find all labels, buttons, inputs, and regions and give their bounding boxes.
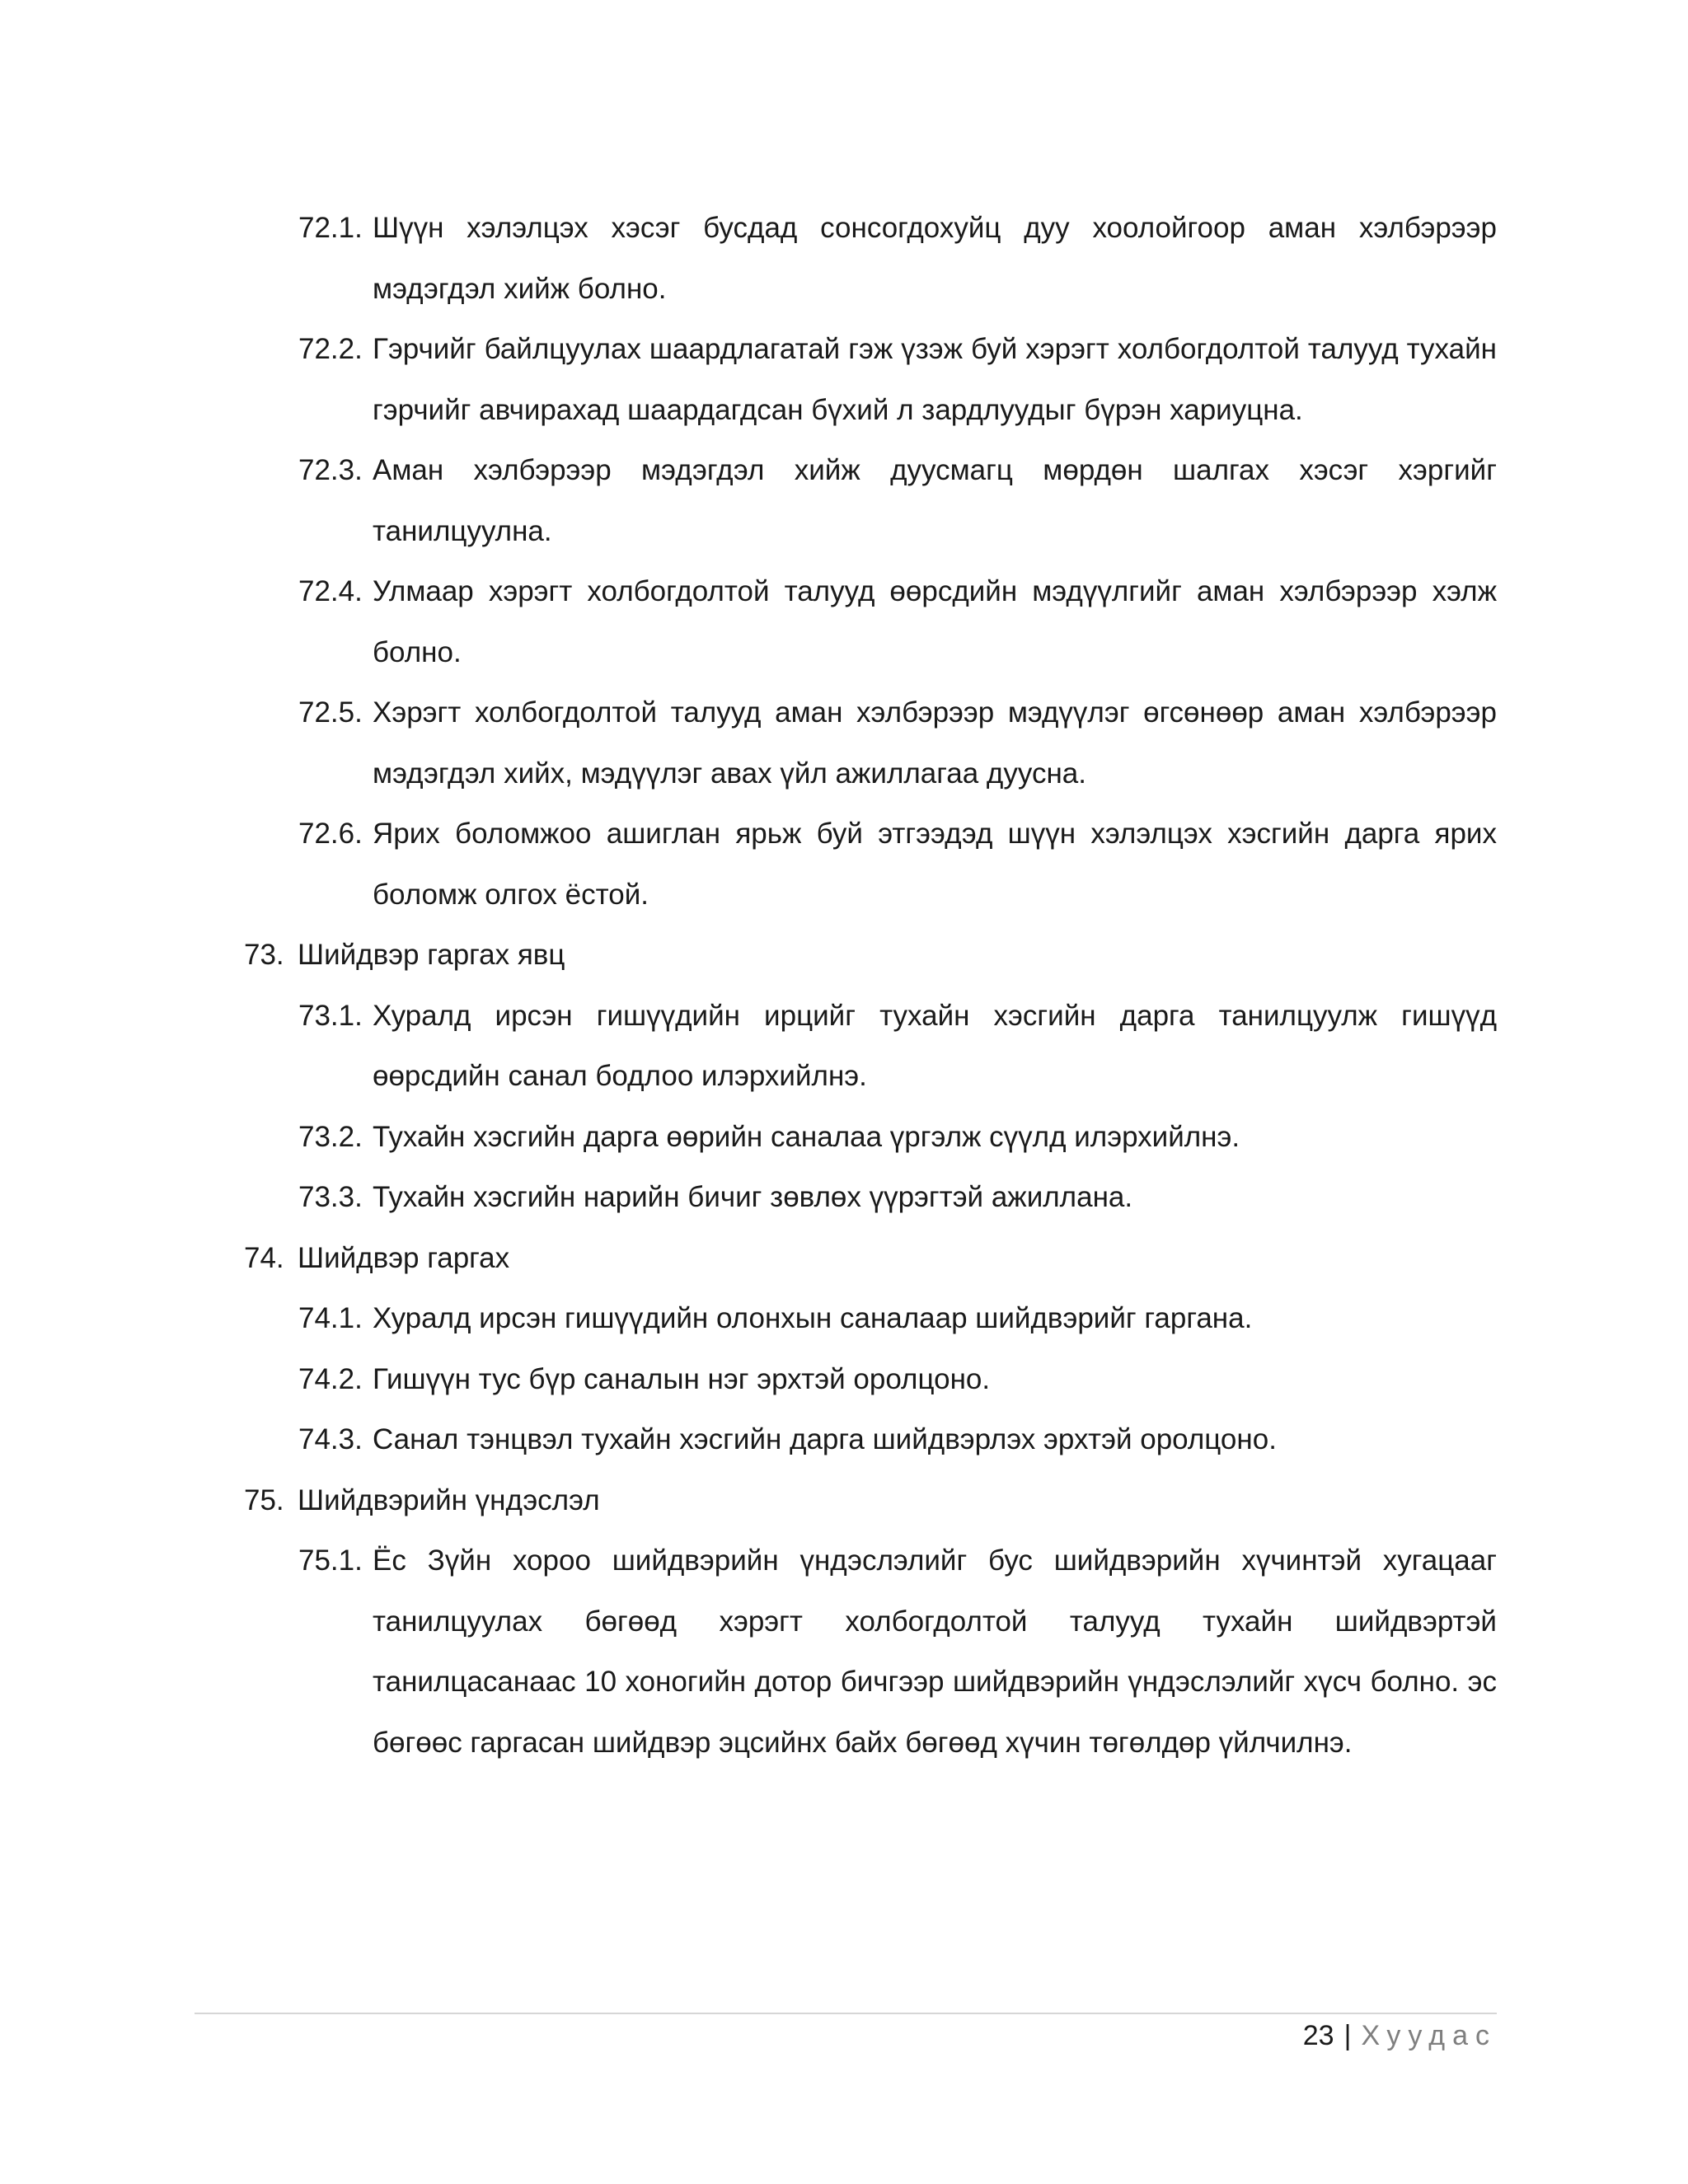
clause-72-4 bbox=[244, 561, 1497, 682]
section-title: Шийдвэр гаргах явц bbox=[298, 939, 565, 971]
section-number: 74. bbox=[244, 1241, 284, 1274]
clause-text: Шүүн хэлэлцэх хэсэг бусдад сонсогдохуйц дуу хоолойгоор аман хэлбэрээр мэдэгдэл хийж болно. bbox=[373, 212, 1497, 305]
page-footer bbox=[1303, 2011, 1497, 2060]
clause-75-1 bbox=[244, 1530, 1497, 1773]
clause-72-1 bbox=[244, 198, 1497, 319]
clause-number: 72.4. bbox=[298, 575, 363, 607]
clause-text: Санал тэнцвэл тухайн хэсгийн дарга шийдвэрлэх эрхтэй оролцоно. bbox=[373, 1423, 1277, 1455]
clause-number: 72.3. bbox=[298, 454, 363, 486]
clause-number: 72.2. bbox=[298, 333, 363, 365]
clause-72-5 bbox=[244, 682, 1497, 804]
clause-number: 74.3. bbox=[298, 1423, 363, 1455]
clause-text: Ярих боломжоо ашиглан ярьж буй этгээдэд шүүн хэлэлцэх хэсгийн дарга ярих боломж олгох ёстой. bbox=[373, 818, 1497, 911]
clause-text: Тухайн хэсгийн дарга өөрийн саналаа үргэлж сүүлд илэрхийлнэ. bbox=[373, 1120, 1240, 1153]
section-number: 75. bbox=[244, 1483, 284, 1516]
clause-text: Ёс Зүйн хороо шийдвэрийн үндэслэлийг бус шийдвэрийн хүчинтэй хугацааг танилцуулах бөгөөд хэрэгт холбогдолтой талууд тухайн шийдвэртэй танилцасанаас 10 хоногийн дотор бичгээр шийдвэрийн үндэслэлийг хүсч болно. эс бөгөөс гаргасан шийдвэр эцсийнх байх бөгөөд хүчин төгөлдөр үйлчилнэ. bbox=[373, 1544, 1497, 1759]
clause-73-2 bbox=[244, 1107, 1497, 1168]
document-body bbox=[244, 198, 1497, 1773]
clause-number: 74.2. bbox=[298, 1362, 363, 1395]
clause-text: Тухайн хэсгийн нарийн бичиг зөвлөх үүрэгтэй ажиллана. bbox=[373, 1181, 1133, 1213]
page-number: 23 bbox=[1302, 2020, 1334, 2051]
clause-72-3 bbox=[244, 440, 1497, 561]
clause-74-3 bbox=[244, 1409, 1497, 1470]
clause-number: 75.1. bbox=[298, 1544, 363, 1577]
clause-number: 73.2. bbox=[298, 1120, 363, 1153]
clause-72-6 bbox=[244, 804, 1497, 925]
section-74-heading bbox=[244, 1228, 1497, 1289]
clause-number: 73.1. bbox=[298, 999, 363, 1032]
section-title: Шийдвэр гаргах bbox=[298, 1241, 510, 1274]
footer-divider bbox=[195, 2013, 1497, 2014]
clause-number: 74.1. bbox=[298, 1302, 363, 1334]
section-75-heading bbox=[244, 1470, 1497, 1531]
clause-number: 72.6. bbox=[298, 818, 363, 850]
page-label: Хуудас bbox=[1361, 2020, 1497, 2051]
section-title: Шийдвэрийн үндэслэл bbox=[298, 1483, 600, 1516]
section-73-heading bbox=[244, 925, 1497, 986]
section-number: 73. bbox=[244, 939, 284, 971]
clause-text: Хуралд ирсэн гишүүдийн ирцийг тухайн хэсгийн дарга танилцуулж гишүүд өөрсдийн санал бодлоо илэрхийлнэ. bbox=[373, 999, 1497, 1092]
clause-text: Гишүүн тус бүр саналын нэг эрхтэй оролцоно. bbox=[373, 1362, 991, 1395]
clause-text: Хуралд ирсэн гишүүдийн олонхын саналаар шийдвэрийг гаргана. bbox=[373, 1302, 1253, 1334]
clause-text: Аман хэлбэрээр мэдэгдэл хийж дуусмагц мөрдөн шалгах хэсэг хэргийг танилцуулна. bbox=[373, 454, 1497, 547]
clause-74-1 bbox=[244, 1288, 1497, 1349]
clause-73-3 bbox=[244, 1167, 1497, 1228]
clause-72-2 bbox=[244, 319, 1497, 440]
clause-number: 72.5. bbox=[298, 696, 363, 729]
clause-text: Улмаар хэрэгт холбогдолтой талууд өөрсдийн мэдүүлгийг аман хэлбэрээр хэлж болно. bbox=[373, 575, 1497, 668]
clause-text: Хэрэгт холбогдолтой талууд аман хэлбэрээр мэдүүлэг өгсөнөөр аман хэлбэрээр мэдэгдэл хийх, мэдүүлэг авах үйл ажиллагаа дуусна. bbox=[373, 696, 1497, 790]
footer-separator: | bbox=[1343, 2020, 1352, 2051]
clause-74-2 bbox=[244, 1349, 1497, 1410]
clause-number: 72.1. bbox=[298, 212, 363, 244]
clause-73-1 bbox=[244, 986, 1497, 1107]
clause-number: 73.3. bbox=[298, 1181, 363, 1213]
clause-text: Гэрчийг байлцуулах шаардлагатай гэж үзэж буй хэрэгт холбогдолтой талууд тухайн гэрчийг авчирахад шаардагдсан бүхий л зардлуудыг бүрэн хариуцна. bbox=[373, 333, 1497, 426]
